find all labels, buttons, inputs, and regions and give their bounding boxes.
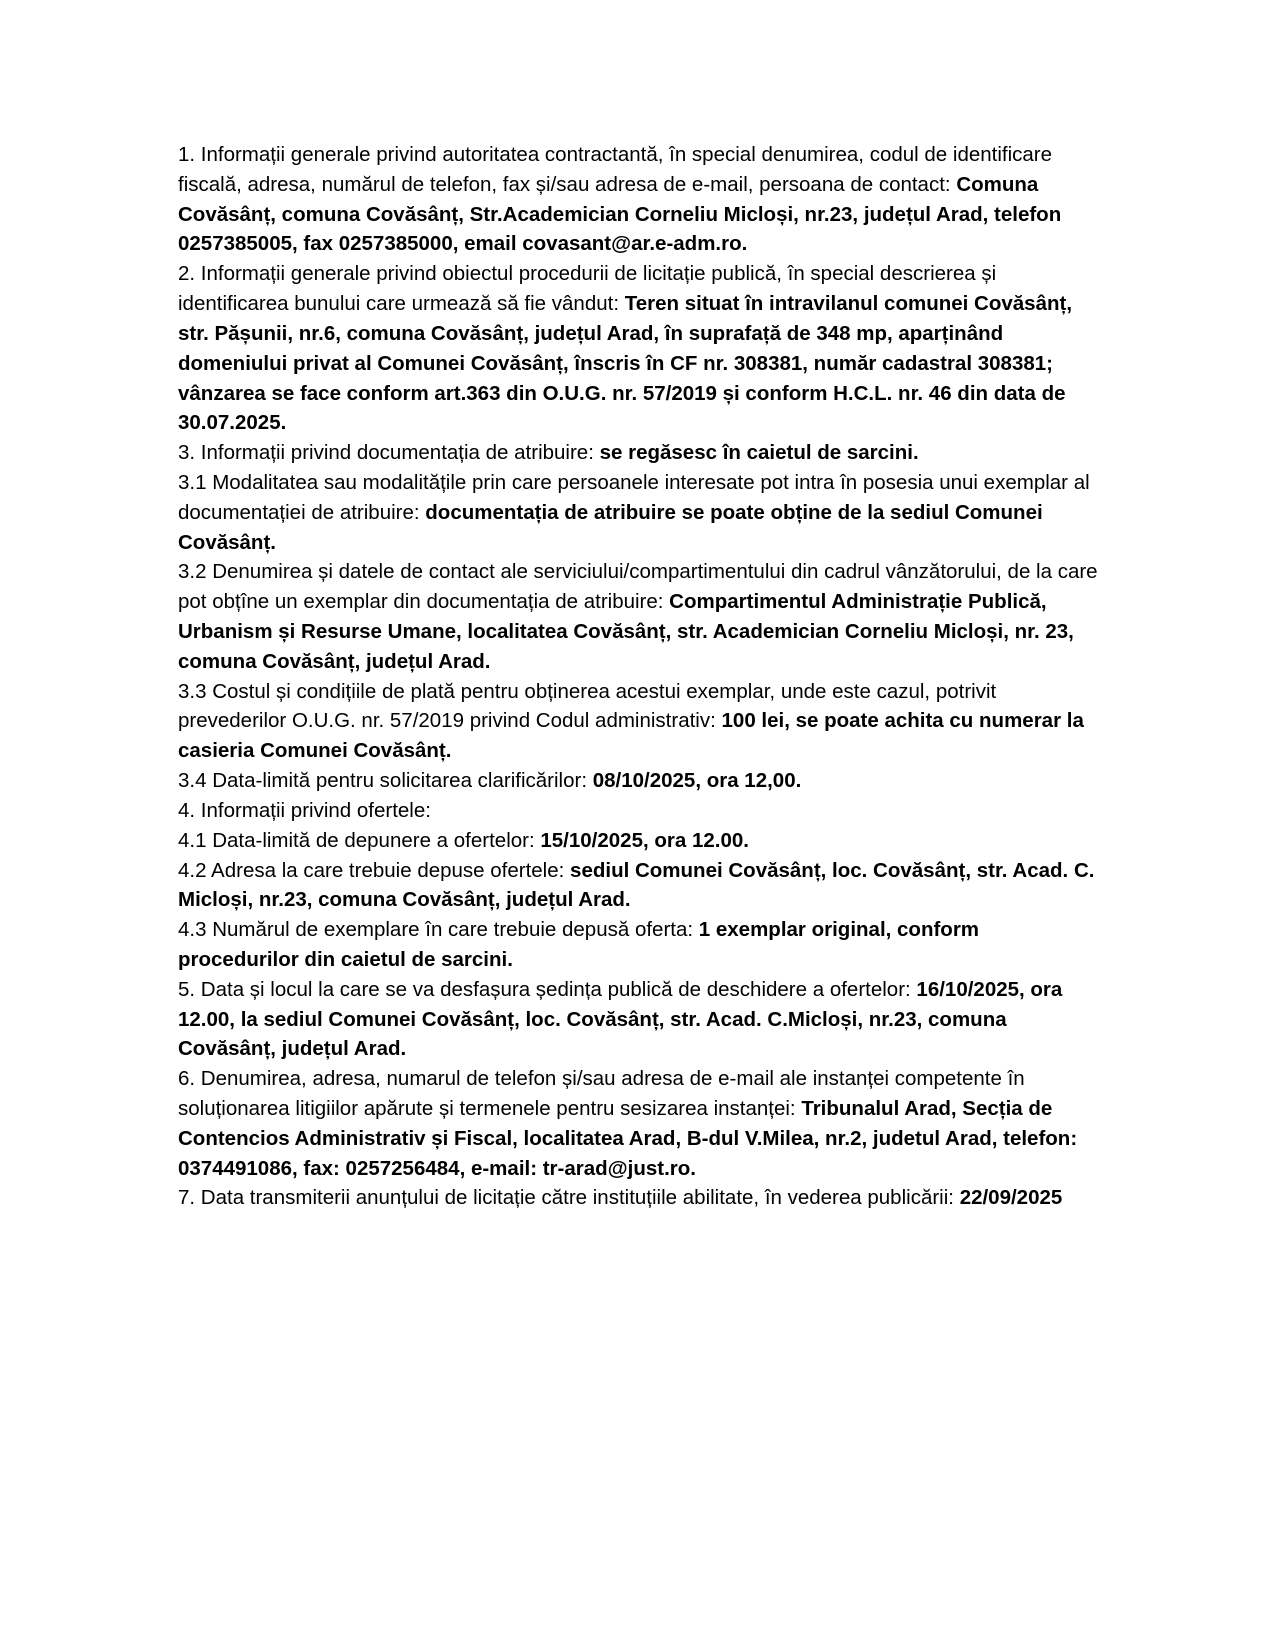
paragraph-4-text: 4. Informații privind ofertele: bbox=[178, 798, 431, 822]
document-body bbox=[178, 140, 1100, 1213]
paragraph-3-2-text: 3.2 Denumirea și datele de contact ale serviciului/compartimentului din cadrul vânzătorului, de la care pot obțîne un exemplar din documentația de atribuire: bbox=[178, 560, 1098, 614]
paragraph-4-3-text: 4.3 Numărul de exemplare în care trebuie depusă oferta: bbox=[178, 918, 699, 942]
paragraph-5-text: 5. Data și locul la care se va desfașura ședința publică de deschidere a ofertelor: bbox=[178, 977, 917, 1001]
paragraph-3-1 bbox=[178, 468, 1100, 557]
paragraph-5 bbox=[178, 975, 1100, 1064]
paragraph-4-2 bbox=[178, 856, 1100, 916]
paragraph-6-highlight: Tribunalul Arad, Secția de Contencios Administrativ și Fiscal, localitatea Arad, B-dul V.Milea, nr.2, judetul Arad, telefon: 0374491086, fax: 0257256484, e-mail: tr-arad@just.ro. bbox=[178, 1097, 1078, 1180]
paragraph-4-3 bbox=[178, 915, 1100, 975]
paragraph-4-3-highlight: 1 exemplar original, conform procedurilor din caietul de sarcini. bbox=[178, 918, 980, 971]
paragraph-7-highlight: 22/09/2025 bbox=[959, 1186, 1063, 1210]
paragraph-3-2-highlight: Compartimentul Administrație Publică, Urbanism și Resurse Umane, localitatea Covăsânț, str. Academician Corneliu Micloși, nr. 23, comuna Covăsânț, județul Arad. bbox=[178, 590, 1074, 673]
paragraph-3-2 bbox=[178, 557, 1100, 676]
paragraph-3-1-text: 3.1 Modalitatea sau modalitățile prin care persoanele interesate pot intra în posesia unui exemplar al documentației de atribuire: bbox=[178, 470, 1090, 524]
paragraph-2-text: 2. Informații generale privind obiectul procedurii de licitație publică, în special descrierea și identificarea bunului care urmează să fie vândut: bbox=[178, 262, 997, 316]
paragraph-1-highlight: Comuna Covăsânț, comuna Covăsânț, Str.Academician Corneliu Micloși, nr.23, județul Arad, telefon 0257385005, fax 0257385000, email covasant@ar.e-adm.ro. bbox=[178, 172, 1062, 256]
paragraph-2-highlight: Teren situat în intravilanul comunei Covăsânț, str. Pășunii, nr.6, comuna Covăsânț, județul Arad, în suprafață de 348 mp, aparținând domeniului privat al Comunei Covăsânț, înscris în CF nr. 308381, număr cadastral 308381; vânzarea se face conform art.363 din O.U.G. nr. 57/2019 și conform H.C.L. nr. 46 din data de 30.07.2025. bbox=[178, 292, 1073, 435]
paragraph-3-4-highlight: 08/10/2025, ora 12,00. bbox=[592, 769, 802, 793]
paragraph-3 bbox=[178, 438, 1100, 468]
paragraph-1-text: 1. Informații generale privind autoritatea contractantă, în special denumirea, codul de identificare fiscală, adresa, numărul de telefon, fax și/sau adresa de e-mail, persoana de contact: bbox=[178, 143, 1053, 196]
paragraph-7-text: 7. Data transmiterii anunțului de licitație către instituțiile abilitate, în vederea publicării: bbox=[178, 1186, 960, 1210]
paragraph-3-3-highlight: 100 lei, se poate achita cu numerar la casieria Comunei Covăsânț. bbox=[178, 709, 1084, 763]
paragraph-4 bbox=[178, 796, 1100, 826]
paragraph-6-text: 6. Denumirea, adresa, numarul de telefon și/sau adresa de e-mail ale instanței competente în soluționarea litigiilor apărute și termenele pentru sesizarea instanței: bbox=[178, 1067, 1025, 1120]
paragraph-3-3 bbox=[178, 677, 1100, 766]
paragraph-3-text: 3. Informații privind documentația de atribuire: bbox=[178, 441, 600, 465]
paragraph-2 bbox=[178, 259, 1100, 438]
paragraph-3-4 bbox=[178, 766, 1100, 796]
paragraph-1 bbox=[178, 140, 1100, 259]
paragraph-4-2-text: 4.2 Adresa la care trebuie depuse ofertele: bbox=[178, 858, 571, 882]
paragraph-7 bbox=[178, 1183, 1100, 1213]
paragraph-3-4-text: 3.4 Data-limită pentru solicitarea clarificărilor: bbox=[178, 769, 593, 793]
paragraph-4-1 bbox=[178, 826, 1100, 856]
paragraph-4-2-highlight: sediul Comunei Covăsânț, loc. Covăsânț, str. Acad. C. Micloși, nr.23, comuna Covăsânț, județul Arad. bbox=[178, 858, 1095, 912]
paragraph-3-3-text: 3.3 Costul și condițiile de plată pentru obținerea acestui exemplar, unde este cazul, potrivit prevederilor O.U.G. nr. 57/2019 privind Codul administrativ: bbox=[178, 679, 997, 733]
paragraph-3-highlight: se regăsesc în caietul de sarcini. bbox=[599, 441, 919, 465]
paragraph-4-1-highlight: 15/10/2025, ora 12.00. bbox=[540, 828, 749, 852]
paragraph-6 bbox=[178, 1064, 1100, 1183]
paragraph-5-highlight: 16/10/2025, ora 12.00, la sediul Comunei Covăsânț, loc. Covăsânț, str. Acad. C.Micloși, nr.23, comuna Covăsânț, județul Arad. bbox=[178, 977, 1063, 1061]
paragraph-4-1-text: 4.1 Data-limită de depunere a ofertelor: bbox=[178, 828, 541, 852]
paragraph-3-1-highlight: documentația de atribuire se poate obține de la sediul Comunei Covăsânț. bbox=[178, 500, 1043, 554]
